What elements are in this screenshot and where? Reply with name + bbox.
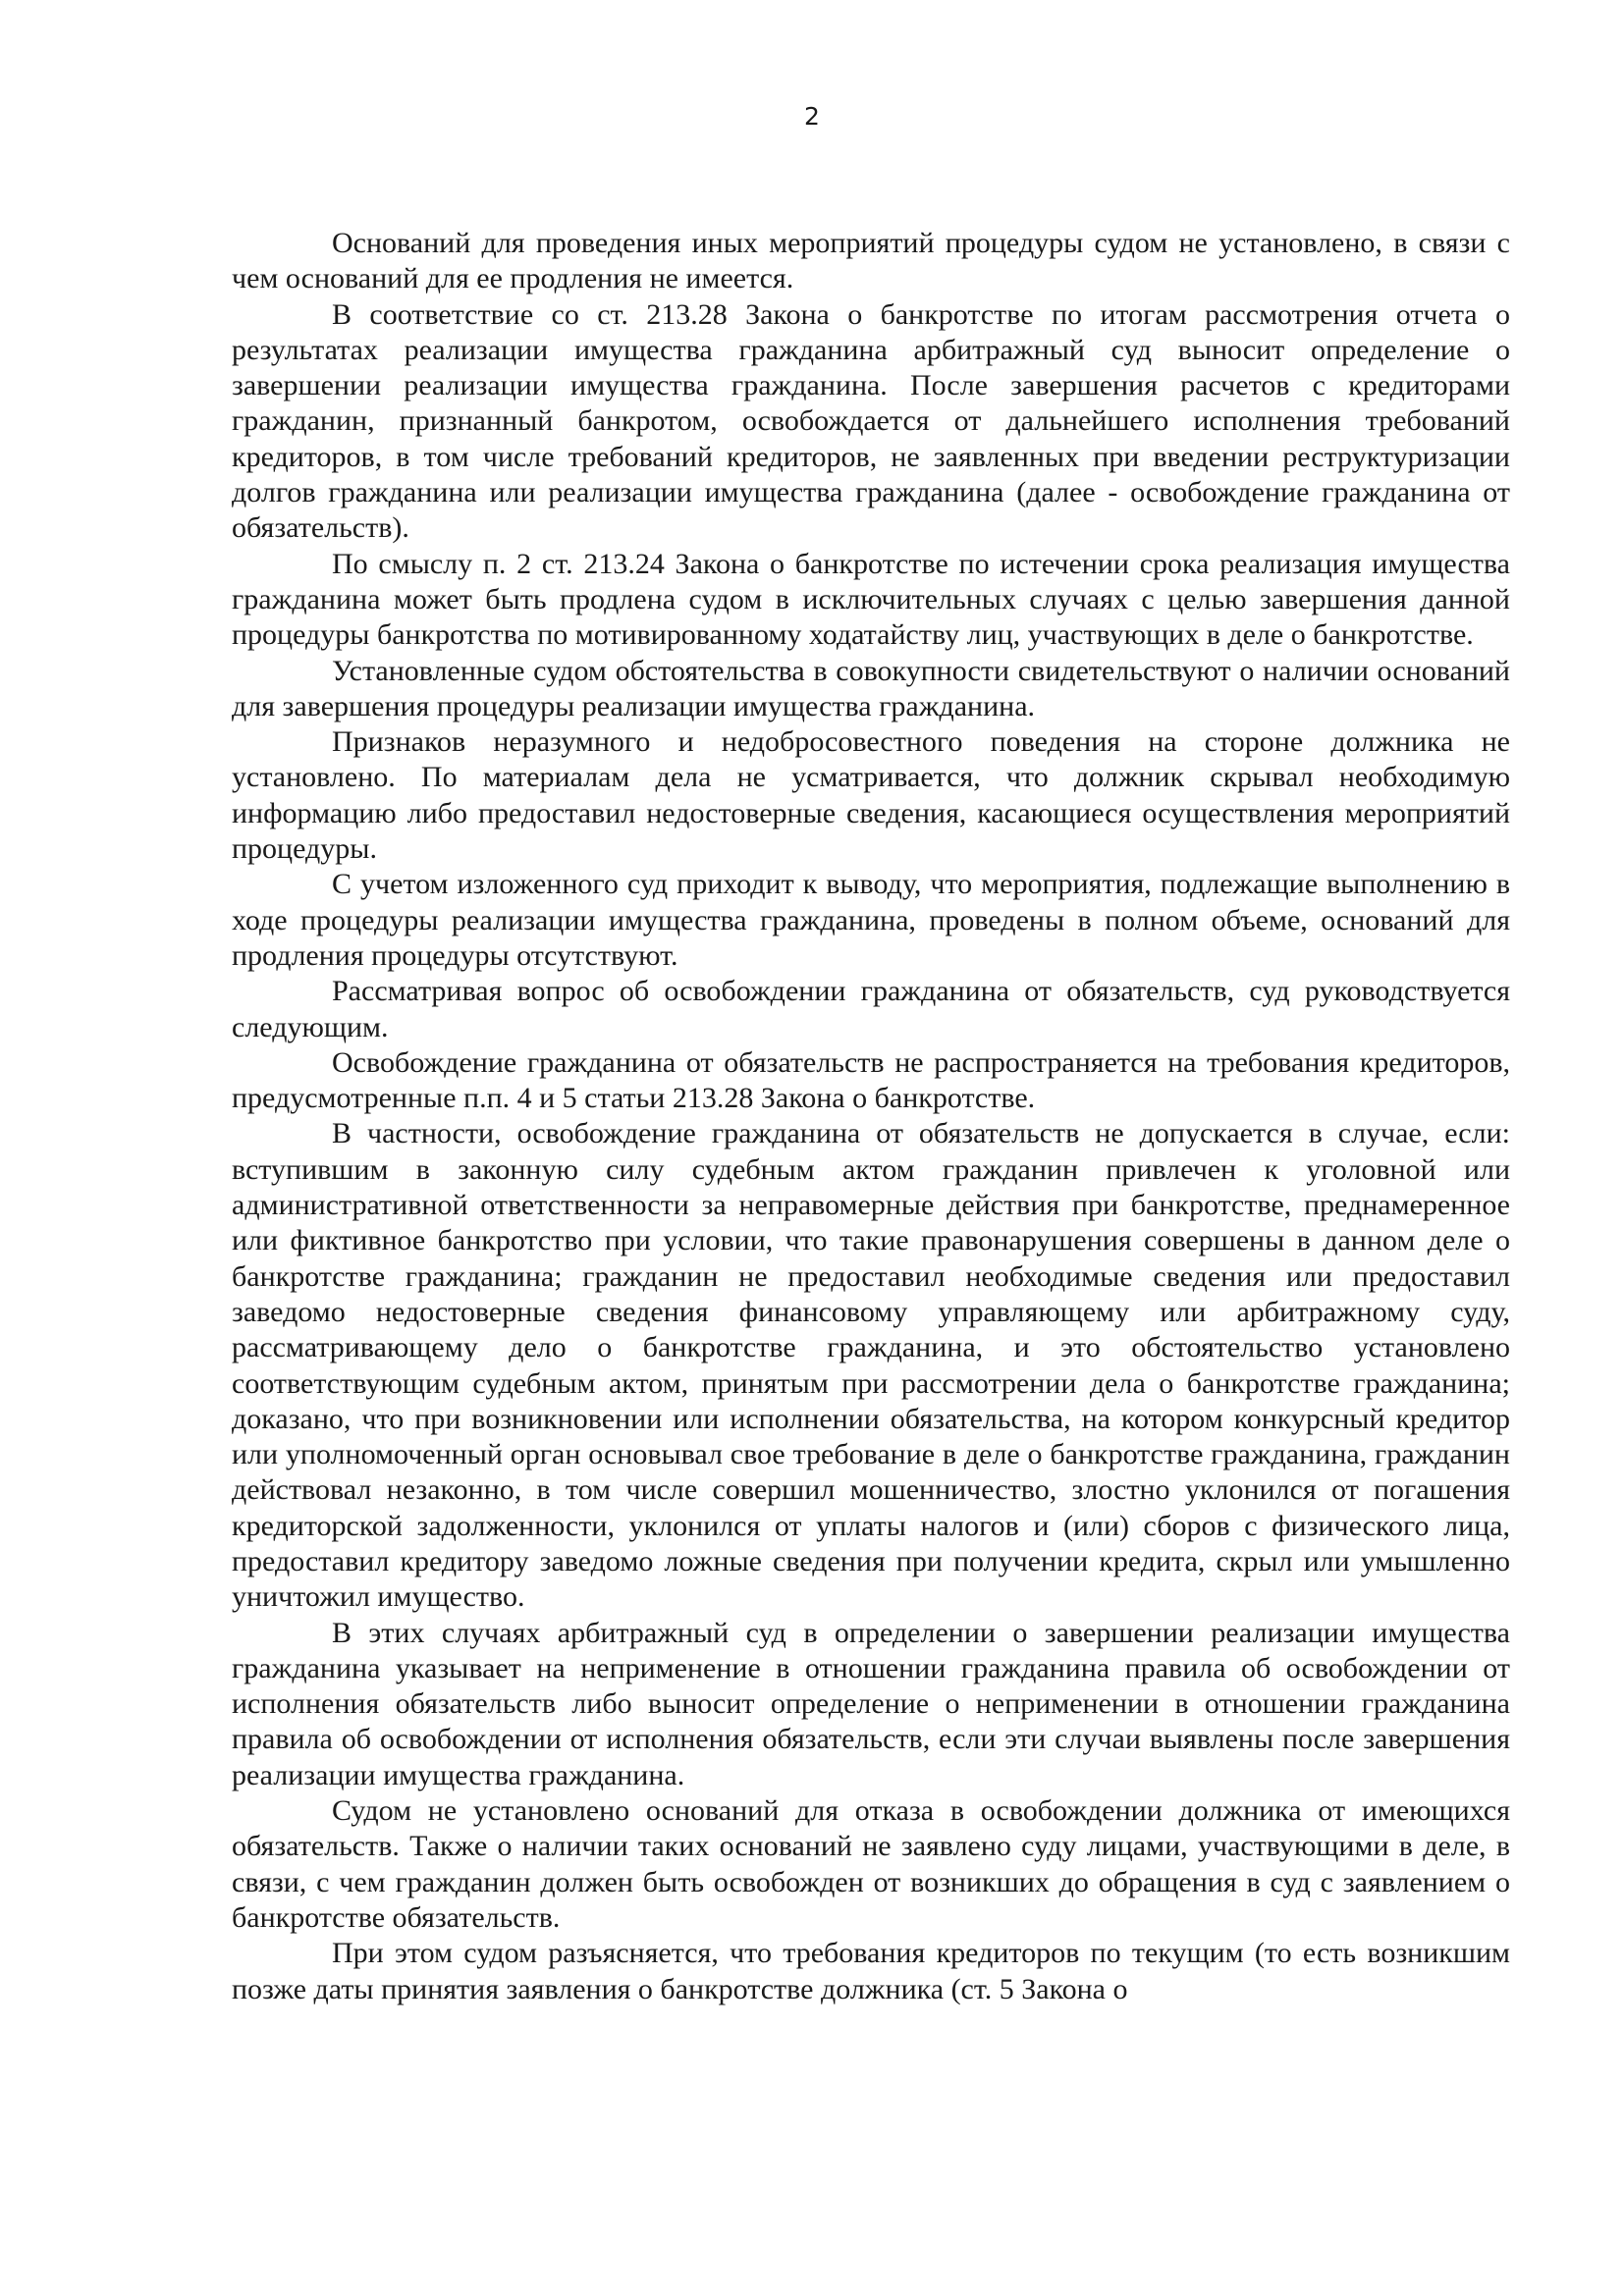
- paragraph-2: В соответствие со ст. 213.28 Закона о банкротстве по итогам рассмотрения отчета о результатах реализации имущества гражданина арбитражный суд выносит определение о завершении реализации имущества гражданина. После завершения расчетов с кредиторами гражданин, признанный банкротом, освобождается от дальнейшего исполнения требований кредиторов, в том числе требований кредиторов, не заявленных при введении реструктуризации долгов гражданина или реализации имущества гражданина (далее - освобождение гражданина от обязательств).: [232, 297, 1510, 545]
- paragraph-4: Установленные судом обстоятельства в совокупности свидетельствуют о наличии оснований для завершения процедуры реализации имущества гражданина.: [232, 654, 1510, 722]
- paragraph-12: При этом судом разъясняется, что требования кредиторов по текущим (то есть возникшим позже даты принятия заявления о банкротстве должника (ст. 5 Закона о: [232, 1937, 1510, 2005]
- paragraph-8: Освобождение гражданина от обязательств не распространяется на требования кредиторов, предусмотренные п.п. 4 и 5 статьи 213.28 Закона о банкротстве.: [232, 1045, 1510, 1115]
- paragraph-7: Рассматривая вопрос об освобождении гражданина от обязательств, суд руководствуется следующим.: [232, 975, 1510, 1043]
- paragraph-1: Оснований для проведения иных мероприятий процедуры судом не установлено, в связи с чем оснований для ее продления не имеется.: [232, 227, 1510, 295]
- document-body: [232, 226, 1510, 2007]
- paragraph-5: Признаков неразумного и недобросовестного поведения на стороне должника не установлено. По материалам дела не усматривается, что должник скрывал необходимую информацию либо предоставил недостоверные сведения, касающиеся осуществления мероприятий процедуры.: [232, 725, 1510, 866]
- paragraph-10: В этих случаях арбитражный суд в определении о завершении реализации имущества гражданина указывает на неприменение в отношении гражданина правила об освобождении от исполнения обязательств либо выносит определение о неприменении в отношении гражданина правила об освобождении от исполнения обязательств, если эти случаи выявлены после завершения реализации имущества гражданина.: [232, 1616, 1510, 1791]
- paragraph-3: По смыслу п. 2 ст. 213.24 Закона о банкротстве по истечении срока реализация имущества гражданина может быть продлена судом в исключительных случаях с целью завершения данной процедуры банкротства по мотивированному ходатайству лиц, участвующих в деле о банкротстве.: [232, 547, 1510, 652]
- paragraph-9: В частности, освобождение гражданина от обязательств не допускается в случае, если: вступившим в законную силу судебным актом гражданин привлечен к уголовной или административной ответственности за неправомерные действия при банкротстве, преднамеренное или фиктивное банкротство при условии, что такие правонарушения совершены в данном деле о банкротстве гражданина; гражданин не предоставил необходимые сведения или предоставил заведомо недостоверные сведения финансовому управляющему или арбитражному суду, рассматривающему дело о банкротстве гражданина, и это обстоятельство установлено соответствующим судебным актом, принятым при рассмотрении дела о банкротстве гражданина; доказано, что при возникновении или исполнении обязательства, на котором конкурсный кредитор или уполномоченный орган основывал свое требование в деле о банкротстве гражданина, гражданин действовал незаконно, в том числе совершил мошенничество, злостно уклонился от погашения кредиторской задолженности, уклонился от уплаты налогов и (или) сборов с физического лица, предоставил кредитору заведомо ложные сведения при получении кредита, скрыл или умышленно уничтожил имущество.: [232, 1117, 1510, 1614]
- paragraph-11: Судом не установлено оснований для отказа в освобождении должника от имеющихся обязательств. Также о наличии таких оснований не заявлено суду лицами, участвующими в деле, в связи, с чем гражданин должен быть освобожден от возникших до обращения в суд с заявлением о банкротстве обязательств.: [232, 1794, 1510, 1934]
- page-number: 2: [804, 102, 820, 131]
- paragraph-6: С учетом изложенного суд приходит к выводу, что мероприятия, подлежащие выполнению в ходе процедуры реализации имущества гражданина, проведены в полном объеме, оснований для продления процедуры отсутствуют.: [232, 868, 1510, 972]
